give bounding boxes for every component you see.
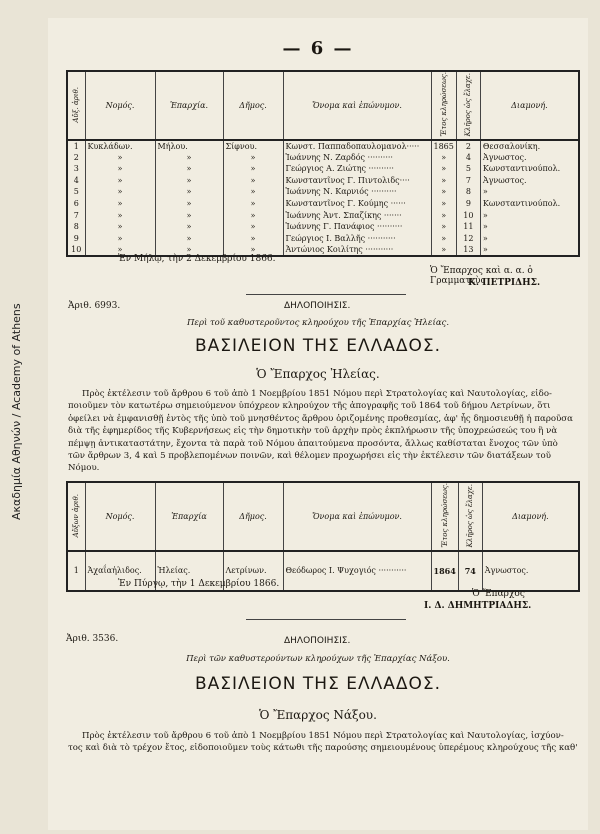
table-cell: » — [431, 163, 456, 175]
table-cell: Κωνσταντῖνος Γ. Πιντολιδς···· — [283, 175, 431, 187]
table-cell: Ἰωάννης Ἀντ. Σπαζίκης ······· — [283, 209, 431, 221]
table-cell: » — [155, 221, 223, 233]
column-header-label: Ὄνομα καὶ ἐπώνυμον. — [312, 511, 402, 521]
table-cell: » — [85, 151, 155, 163]
table-cell: Ἠλείας. — [155, 551, 223, 591]
table-cell: » — [223, 198, 283, 210]
table-cell: Ἀχαΐαἠλιδος. — [85, 551, 155, 591]
place-date-2: Ἐν Πύργῳ, τὴν 1 Δεκεμβρίου 1866. — [118, 579, 280, 589]
table-cell: » — [431, 175, 456, 187]
table-cell: » — [431, 209, 456, 221]
table-cell: Μήλου. — [155, 140, 223, 152]
paragraph-line: Πρὸς ἐκτέλεσιν τοῦ ἄρθρου 6 τοῦ ἀπὸ 1 Νοεμβρίου 1851 Νόμου περὶ Στρατολογίας καὶ Ναυτολογίας, ἰσχύον- — [82, 731, 564, 741]
column-header — [431, 71, 456, 140]
conscript-table-milos — [66, 70, 580, 257]
column-header-label: Κλῆρος ὡς ἔλαχε. — [466, 483, 475, 548]
table-row — [67, 140, 579, 152]
notice-3-number: Ἀριθ. 3536. — [66, 634, 119, 644]
table-cell: » — [85, 163, 155, 175]
table-cell: 10 — [456, 209, 480, 221]
table-cell: 1865 — [431, 140, 456, 152]
table-cell: 5 — [67, 186, 85, 198]
archive-side-label: Ακαδημία Αθηνών / Academy of Athens — [10, 303, 23, 520]
table-cell: 7 — [456, 175, 480, 187]
column-header — [480, 71, 579, 140]
table-cell: » — [480, 244, 579, 256]
notice-2-authority: Ὁ Ἔπαρχος Ἠλείας. — [256, 367, 380, 381]
table-cell: Ἰωάννης Γ. Πανάφιος ·········· — [283, 221, 431, 233]
conscript-table-ilia — [66, 481, 580, 592]
table-cell: » — [85, 232, 155, 244]
table-row — [67, 151, 579, 163]
column-header-label: Ἔτος κληρώσεως. — [440, 483, 449, 548]
table-cell: 8 — [456, 186, 480, 198]
table-cell: » — [480, 186, 579, 198]
table-cell: » — [223, 221, 283, 233]
notice-3-authority: Ὁ Ἔπαρχος Νάξου. — [259, 708, 377, 722]
table-cell: 3 — [67, 163, 85, 175]
table-cell: 1864 — [431, 551, 458, 591]
table-row — [67, 186, 579, 198]
table-row — [67, 163, 579, 175]
paragraph-line: διὰ τῆς ἐφημερίδος τῆς Κυβερνήσεως εἰς τὴν δημοτικὴν τοῦ ἀρχὴν πρὸς ἐκπλήρωσιν τῆς ὑποχρεώσεώς του ἢ νὰ — [68, 426, 558, 437]
notice-2-heading: ΔΗΛΟΠΟΙΗΣΙΣ. — [284, 301, 351, 311]
table-cell: Γεώργιος Ι. Βαλλῆς ··········· — [283, 232, 431, 244]
column-header — [67, 71, 85, 140]
column-header-label: Ὄνομα καὶ ἐπώνυμον. — [312, 100, 402, 110]
column-header-label: Ἐπαρχία. — [169, 100, 209, 110]
column-header — [482, 482, 579, 551]
table-cell: » — [155, 163, 223, 175]
notice-2-kingdom: ΒΑΣΙΛΕΙΟΝ ΤΗΣ ΕΛΛΑΔΟΣ. — [194, 336, 442, 356]
signer-2-name: Ι. Δ. ΔΗΜΗΤΡΙΑΔΗΣ. — [424, 601, 532, 611]
signer-1-name: Κ. ΠΕΤΡΙΔΗΣ. — [468, 278, 541, 288]
table-cell: » — [155, 244, 223, 256]
notice-2-paragraph — [68, 388, 580, 475]
paragraph-line: τος καὶ διὰ τὸ τρέχον ἔτος, εἰδοποιοῦμεν τοὺς κάτωθι τῆς παρούσης σημειουμένους ὑπερέμους κληρούχους τῆς καθ' — [68, 743, 578, 754]
table-cell: » — [431, 198, 456, 210]
table-cell: 8 — [67, 221, 85, 233]
table-cell: 7 — [67, 209, 85, 221]
table-cell: » — [155, 151, 223, 163]
table-cell: » — [155, 175, 223, 187]
column-header — [458, 482, 482, 551]
column-header — [456, 71, 480, 140]
table-cell: » — [223, 232, 283, 244]
table-cell: 6 — [67, 198, 85, 210]
column-header — [223, 71, 283, 140]
table-cell: 10 — [67, 244, 85, 256]
column-header-label: Αὔξ. ἀριθ. — [72, 86, 81, 123]
notice-2-number: Ἀριθ. 6993. — [68, 301, 121, 311]
table-cell: » — [223, 244, 283, 256]
column-header-label: Αὔξων ἀριθ. — [72, 493, 81, 538]
table-cell: » — [223, 175, 283, 187]
column-header-label: Ἔτος κληρώσεως. — [439, 72, 448, 137]
table-cell: » — [155, 198, 223, 210]
table-cell: 74 — [458, 551, 482, 591]
table-cell: » — [223, 209, 283, 221]
notice-3-kingdom: ΒΑΣΙΛΕΙΟΝ ΤΗΣ ΕΛΛΑΔΟΣ. — [194, 674, 442, 694]
table-cell: » — [85, 221, 155, 233]
table-cell: 13 — [456, 244, 480, 256]
column-header-label: Διαμονή. — [511, 100, 548, 110]
table-cell: 2 — [67, 151, 85, 163]
divider — [246, 619, 406, 620]
table-cell: 5 — [456, 163, 480, 175]
table-cell: » — [223, 186, 283, 198]
notice-3-paragraph — [68, 730, 580, 755]
table-cell: » — [85, 244, 155, 256]
signer-1-title: Ὁ Ἔπαρχος καὶ α. α. ὁ Γραμματεὺς — [430, 266, 533, 286]
notice-3-heading: ΔΗΛΟΠΟΙΗΣΙΣ. — [284, 636, 351, 646]
table-cell: » — [431, 221, 456, 233]
column-header — [431, 482, 458, 551]
document-page — [48, 18, 588, 830]
column-header-label: Δῆμος. — [239, 511, 267, 521]
table-cell: » — [85, 175, 155, 187]
table-cell: Ἀγνωστος. — [480, 151, 579, 163]
table-cell: Κωνσταντῖνος Γ. Κούμης ······ — [283, 198, 431, 210]
column-header — [85, 71, 155, 140]
column-header-label: Νομός. — [105, 511, 135, 521]
table-cell: 12 — [456, 232, 480, 244]
page-number: — 6 — — [282, 38, 354, 59]
table-cell: 1 — [67, 551, 85, 591]
paragraph-line: Νόμου. — [68, 463, 100, 474]
column-header-label: Κλῆρος ὡς ἔλαχε. — [464, 72, 473, 137]
table-cell: Κωνστ. Παππαδοπαυλομανολ····· — [283, 140, 431, 152]
table-cell: » — [85, 209, 155, 221]
table-cell: Κωνσταντινούπολ. — [480, 163, 579, 175]
table-cell: Ἰωάννης Ν. Καρνιός ·········· — [283, 186, 431, 198]
table-row — [67, 221, 579, 233]
table-row — [67, 175, 579, 187]
table-cell: Γεώργιος Α. Ζιώτης ·········· — [283, 163, 431, 175]
table-cell: Ἀντώνιος Κοιλίτης ··········· — [283, 244, 431, 256]
notice-3-subheading: Περὶ τῶν καθυστερούντων κληρούχων τῆς Ἐπαρχίας Νάξου. — [186, 654, 450, 664]
table-cell: 4 — [456, 151, 480, 163]
table-row — [67, 232, 579, 244]
signer-2-title: Ὁ Ἔπαρχος — [472, 589, 525, 599]
table-cell: Σίφνου. — [223, 140, 283, 152]
table-cell: » — [223, 151, 283, 163]
table-cell: 4 — [67, 175, 85, 187]
table-cell: 9 — [67, 232, 85, 244]
table-cell: 1 — [67, 140, 85, 152]
table-cell: » — [431, 232, 456, 244]
table-cell: » — [480, 232, 579, 244]
table-cell: » — [155, 232, 223, 244]
table-cell: Θεσσαλονίκη. — [480, 140, 579, 152]
column-header — [283, 71, 431, 140]
table-cell: » — [431, 186, 456, 198]
table-cell: 2 — [456, 140, 480, 152]
column-header — [155, 482, 223, 551]
column-header-label: Νομός. — [105, 100, 135, 110]
table-cell: » — [85, 186, 155, 198]
table-cell: » — [155, 186, 223, 198]
place-date-1: Ἐν Μήλῳ, τὴν 2 Δεκεμβρίου 1866. — [118, 254, 276, 264]
paragraph-line: πέμψῃ ἀντικαταστάτην, ἔχοντα τὰ παρὰ τοῦ Νόμου ἀπαιτούμενα προσόντα, ἄλλως καθίσταται ἔνοχος τῶν ὑπὸ — [68, 438, 558, 449]
column-header — [85, 482, 155, 551]
column-header — [223, 482, 283, 551]
table-cell: » — [431, 244, 456, 256]
table-cell: Θεόδωρος Ι. Ψυχογιός ··········· — [283, 551, 431, 591]
notice-2-subheading: Περὶ τοῦ καθυστεροῦντος κληρούχου τῆς Ἐπαρχίας Ἠλείας. — [186, 318, 450, 328]
paragraph-line: Πρὸς ἐκτέλεσιν τοῦ ἄρθρου 6 τοῦ ἀπὸ 1 Νοεμβρίου 1851 Νόμου περὶ Στρατολογίας καὶ Ναυτολογίας, εἰδο- — [82, 389, 552, 399]
column-header-label: Δῆμος. — [239, 100, 267, 110]
column-header — [67, 482, 85, 551]
table-cell: Ἰωάννης Ν. Ζαρδός ·········· — [283, 151, 431, 163]
table-cell: » — [85, 198, 155, 210]
table-cell: » — [431, 151, 456, 163]
table-cell: » — [480, 221, 579, 233]
column-header-label: Ἐπαρχία — [171, 511, 207, 521]
paragraph-line: ὀφείλει νὰ ἐμφανισθῇ ἐντὸς τῆς ὑπὸ τοῦ μνησθέντος ἄρθρου ὁριζομένης προθεσμίας, ἀφ' ἧς δημοσιευθῇ ἡ παροῦσα — [68, 413, 573, 424]
table-row — [67, 209, 579, 221]
table-cell: Λετρίνων. — [223, 551, 283, 591]
divider — [246, 294, 406, 295]
table-cell: » — [223, 163, 283, 175]
table-cell: » — [480, 209, 579, 221]
column-header — [283, 482, 431, 551]
table-cell: Κωνσταντινούπολ. — [480, 198, 579, 210]
column-header-label: Διαμονή. — [512, 511, 549, 521]
paragraph-line: τῶν ἄρθρων 3, 4 καὶ 5 προβλεπομένων ποινῶν, καὶ θέλομεν προχωρήσει εἰς τὴν ἐκτέλεσιν τῶν διατάξεων τοῦ — [68, 451, 551, 462]
table-cell: 11 — [456, 221, 480, 233]
column-header — [155, 71, 223, 140]
table-cell: Ἀγνωστος. — [482, 551, 579, 591]
table-cell: Κυκλάδων. — [85, 140, 155, 152]
table-cell: Ἀγνωστος. — [480, 175, 579, 187]
paragraph-line: ποιοῦμεν τὸν κατωτέρω σημειούμενον ὑπόχρεον κληρούχον τῆς ἀπογραφῆς τοῦ 1864 τοῦ δήμου Λετρίνων, ὅτι — [68, 401, 551, 412]
table-row — [67, 198, 579, 210]
table-cell: » — [155, 209, 223, 221]
table-cell: 9 — [456, 198, 480, 210]
